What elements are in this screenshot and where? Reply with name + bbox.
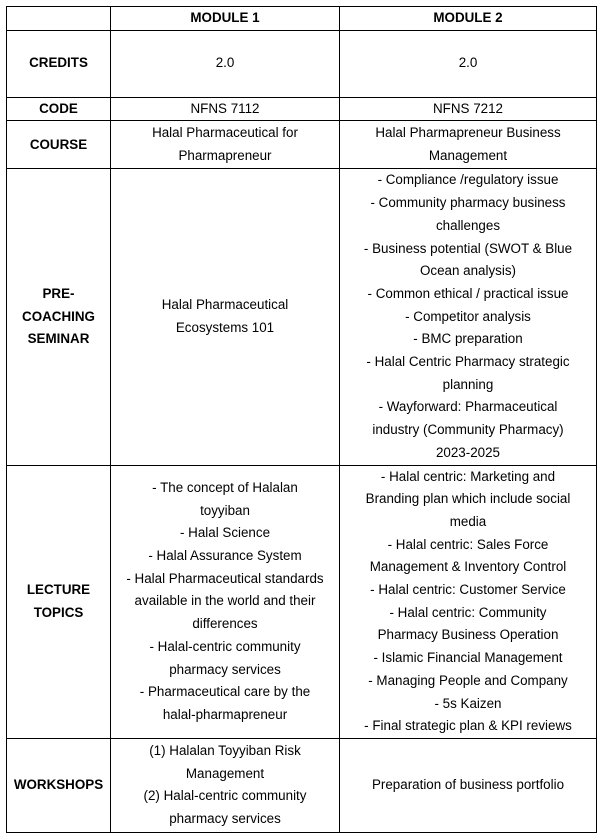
lecture-module-1-item: halal-pharmapreneur — [162, 706, 288, 722]
precoaching-item: - Competitor analysis — [405, 308, 531, 324]
lecture-module-2-item: - Halal centric: Customer Service — [370, 582, 566, 598]
lecture-module-2-item: - 5s Kaizen — [434, 695, 502, 711]
precoaching-item: industry (Community Pharmacy) — [372, 422, 564, 438]
lecture-module-1-item: - Pharmaceutical care by the — [139, 684, 311, 700]
precoaching-row — [7, 169, 597, 465]
header-module-2: MODULE 2 — [340, 7, 597, 31]
precoaching-item: - Community pharmacy business — [370, 195, 566, 211]
precoaching-item: 2023-2025 — [435, 444, 501, 460]
precoaching-module-2 — [340, 169, 597, 465]
precoaching-item: Ocean analysis) — [419, 263, 516, 279]
workshops-module-1-item: Management — [185, 765, 265, 781]
lecture-module-2-item: Branding plan which include social — [365, 491, 571, 507]
code-label: CODE — [7, 97, 111, 121]
lecture-module-1-item: differences — [192, 616, 258, 632]
course-label: COURSE — [7, 121, 111, 169]
lecture-module-1-item: - Halal Assurance System — [148, 548, 302, 563]
precoaching-module-1-line: Ecosystems 101 — [175, 319, 275, 335]
code-row — [7, 97, 597, 121]
lecture-module-2-item: media — [449, 513, 487, 529]
lecture-label-line: LECTURE — [26, 582, 91, 598]
course-module-1-line: Halal Pharmaceutical for — [152, 125, 298, 141]
workshops-module-2: Preparation of business portfolio — [340, 738, 597, 832]
workshops-row — [7, 738, 597, 832]
workshops-module-1-item: pharmacy services — [169, 811, 281, 827]
precoaching-module-1-line: Halal Pharmaceutical — [161, 297, 289, 313]
course-row — [7, 121, 597, 169]
course-module-2-line: Management — [428, 147, 508, 163]
precoaching-item: - Wayforward: Pharmaceutical — [378, 399, 558, 415]
lecture-module-1-item: toyyiban — [200, 502, 250, 518]
lecture-module-2-item: - Halal centric: Community — [389, 604, 547, 620]
header-module-1: MODULE 1 — [111, 7, 340, 31]
lecture-module-1 — [111, 465, 340, 738]
credits-module-1: 2.0 — [111, 30, 340, 97]
lecture-module-2-item: Pharmacy Business Operation — [377, 627, 559, 643]
lecture-module-2 — [340, 465, 597, 738]
module-comparison-table — [6, 6, 597, 833]
precoaching-item: - Common ethical / practical issue — [367, 285, 569, 301]
precoaching-label-line: COACHING — [22, 308, 95, 324]
code-module-1: NFNS 7112 — [111, 97, 340, 121]
lecture-label-line: TOPICS — [33, 604, 84, 620]
lecture-module-2-item: Management & Inventory Control — [369, 559, 567, 575]
credits-label: CREDITS — [7, 30, 111, 97]
lecture-module-1-item: - The concept of Halalan — [152, 479, 298, 495]
lecture-module-2-item: - Halal centric: Sales Force — [387, 536, 549, 552]
lecture-module-2-item: - Halal centric: Marketing and — [380, 468, 556, 484]
precoaching-label-line: SEMINAR — [27, 331, 90, 347]
precoaching-item: - Business potential (SWOT & Blue — [363, 240, 573, 256]
lecture-module-2-item: - Final strategic plan & KPI reviews — [364, 718, 572, 734]
precoaching-item: - Compliance /regulatory issue — [377, 172, 559, 188]
lecture-module-1-item: pharmacy services — [169, 661, 281, 677]
precoaching-item: - BMC preparation — [413, 331, 523, 347]
precoaching-label — [7, 169, 111, 465]
lecture-label — [7, 465, 111, 738]
lecture-row — [7, 465, 597, 738]
course-module-2 — [340, 121, 597, 169]
header-row — [7, 7, 597, 31]
lecture-module-1-item: - Halal Pharmaceutical standards — [126, 570, 324, 586]
precoaching-item: challenges — [435, 217, 501, 233]
course-module-2-line: Halal Pharmapreneur Business — [375, 125, 561, 141]
course-module-1-line: Pharmapreneur — [178, 147, 272, 163]
course-module-1 — [111, 121, 340, 169]
lecture-module-2-item: - Islamic Financial Management — [373, 650, 563, 666]
precoaching-item: - Halal Centric Pharmacy strategic — [366, 354, 570, 370]
lecture-module-1-item: - Halal Science — [179, 525, 271, 541]
credits-row — [7, 30, 597, 97]
precoaching-item: planning — [442, 376, 494, 392]
credits-module-2: 2.0 — [340, 30, 597, 97]
code-module-2: NFNS 7212 — [340, 97, 597, 121]
precoaching-module-1 — [111, 169, 340, 465]
lecture-module-2-item: - Managing People and Company — [368, 672, 568, 688]
workshops-label: WORKSHOPS — [7, 738, 111, 832]
lecture-module-1-item: available in the world and their — [134, 593, 316, 609]
precoaching-label-line: PRE- — [42, 285, 75, 301]
lecture-module-1-item: - Halal-centric community — [149, 638, 301, 654]
header-empty-cell — [7, 7, 111, 31]
workshops-module-1-item: (1) Halalan Toyyiban Risk — [149, 743, 301, 759]
workshops-module-1 — [111, 738, 340, 832]
workshops-module-1-item: (2) Halal-centric community — [143, 788, 307, 804]
